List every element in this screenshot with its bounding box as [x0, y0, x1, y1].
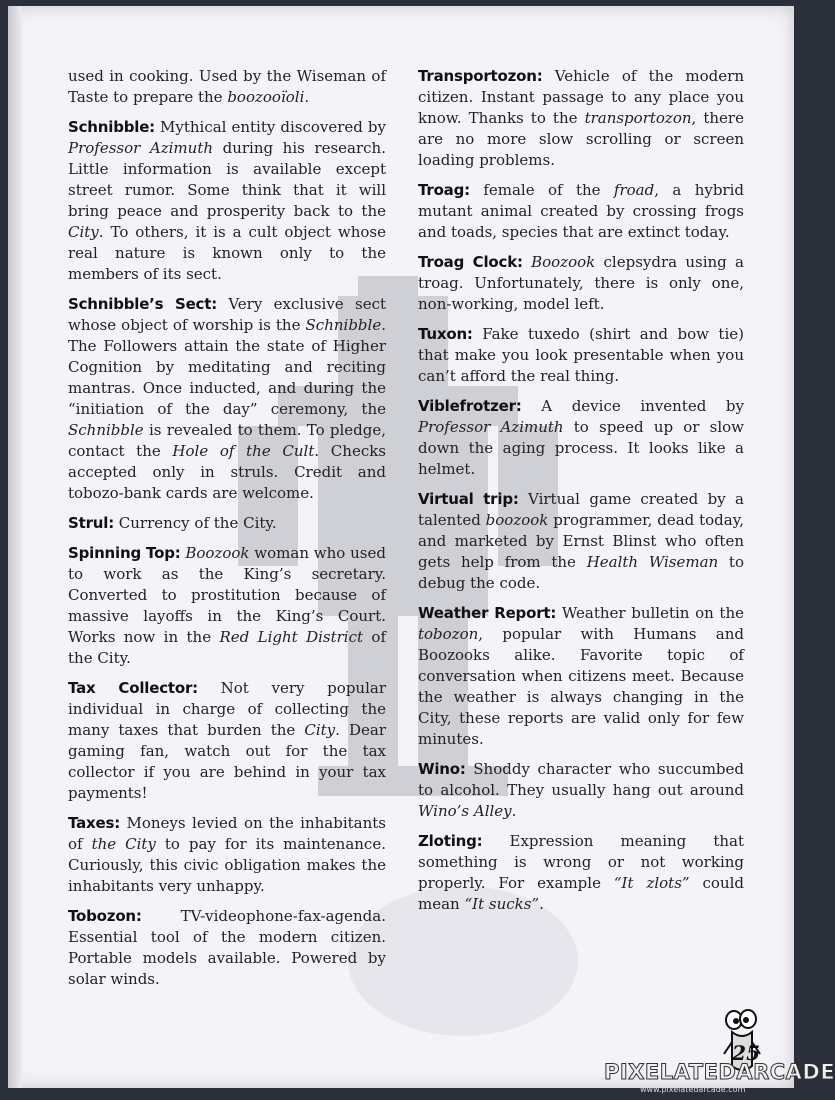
glossary-term: Troag Clock:	[418, 253, 523, 271]
glossary-entry-tuxon: Tuxon: Fake tuxedo (shirt and bow tie) that make you look presentable when you can’t afford the real thing.	[418, 325, 744, 385]
glossary-entry-virtual-trip: Virtual trip: Virtual game created by a talented boozook programmer, dead today, and marketed by Ernst Blinst who often gets help from the Health Wiseman to debug the code.	[418, 490, 744, 592]
glossary-term: Taxes:	[68, 814, 120, 832]
page-spine-shadow	[8, 6, 22, 1088]
glossary-term: Schnibble’s Sect:	[68, 295, 218, 313]
glossary-term: Transportozon:	[418, 67, 543, 85]
glossary-term: Weather Report:	[418, 604, 557, 622]
glossary-term: Tobozon:	[68, 907, 142, 925]
glossary-entry-schnibble: Schnibble: Mythical entity discovered by Professor Azimuth during his research. Little information is available except street rumor. Some think that it will bring peace and prosperity back to the City. To others, it is a cult object whose real nature is known only to the members of its sect.	[68, 118, 386, 283]
glossary-term: Strul:	[68, 514, 114, 532]
glossary-term: Tuxon:	[418, 325, 473, 343]
watermark-logo: PIXELATEDARCADE	[604, 1060, 835, 1084]
right-column	[418, 66, 744, 924]
glossary-term: Spinning Top:	[68, 544, 181, 562]
glossary-entry-weather-report: Weather Report: Weather bulletin on the tobozon, popular with Humans and Boozooks alike. Favorite topic of conversation when citizens meet. Because the weather is always changing in the City, these reports are valid only for few minutes.	[418, 604, 744, 748]
glossary-term: Tax Collector:	[68, 679, 198, 697]
glossary-entry-viblefrotzer: Viblefrotzer: A device invented by Professor Azimuth to speed up or slow down the aging process. It looks like a helmet.	[418, 397, 744, 478]
glossary-entry-taxes: Taxes: Moneys levied on the inhabitants of the City to pay for its maintenance. Curiously, this civic obligation makes the inhabitants very unhappy.	[68, 814, 386, 895]
glossary-entry-zloting: Zloting: Expression meaning that something is wrong or not working properly. For example “It zlots” could mean “It sucks”.	[418, 832, 745, 913]
glossary-entry-transportozon: Transportozon: Vehicle of the modern citizen. Instant passage to any place you know. Thanks to the transportozon, there are no more slow scrolling or screen loading problems.	[418, 67, 744, 169]
glossary-term: Schnibble:	[68, 118, 155, 136]
watermark-url: www.pixelatedarcade.com	[640, 1085, 746, 1094]
glossary-term: Zloting:	[418, 832, 483, 850]
left-column	[68, 66, 386, 999]
glossary-entry-schnibble-sect: Schnibble’s Sect: Very exclusive sect whose object of worship is the Schnibble. The Followers attain the state of Higher Cognition by meditating and reciting mantras. Once inducted, and during the “initiation of the day” ceremony, the Schnibble is revealed to them. To pledge, contact the Hole of the Cult. Checks accepted only in struls. Credit and tobozo-bank cards are welcome.	[68, 295, 387, 502]
glossary-entry-tobozon: Tobozon: TV-videophone-fax-agenda. Essential tool of the modern citizen. Portable models available. Powered by solar winds.	[68, 907, 386, 988]
glossary-entry-strul: Strul: Currency of the City.	[68, 514, 277, 532]
glossary-term: Troag:	[418, 181, 470, 199]
glossary-entry-troag: Troag: female of the froad, a hybrid mutant animal created by crossing frogs and toads, species that are extinct today.	[418, 181, 744, 241]
glossary-term: Wino:	[418, 760, 466, 778]
glossary-entry-intro: used in cooking. Used by the Wiseman of Taste to prepare the boozooïoli.	[68, 67, 386, 106]
page-number: 25	[732, 1041, 760, 1065]
glossary-term: Viblefrotzer:	[418, 397, 522, 415]
glossary-entry-tax-collector: Tax Collector: Not very popular individual in charge of collecting the many taxes that burden the City. Dear gaming fan, watch out for the tax collector if you are behind in your tax payments!	[68, 679, 386, 802]
glossary-entry-troag-clock: Troag Clock: Boozook clepsydra using a troag. Unfortunately, there is only one, non-working, model left.	[418, 253, 744, 313]
glossary-entry-spinning-top: Spinning Top: Boozook woman who used to work as the King’s secretary. Converted to prostitution because of massive layoffs in the King’s Court. Works now in the Red Light District of the City.	[68, 544, 386, 667]
manual-page	[8, 6, 794, 1088]
glossary-entry-wino: Wino: Shoddy character who succumbed to alcohol. They usually hang out around Wino’s Alley.	[418, 760, 744, 820]
glossary-term: Virtual trip:	[418, 490, 519, 508]
